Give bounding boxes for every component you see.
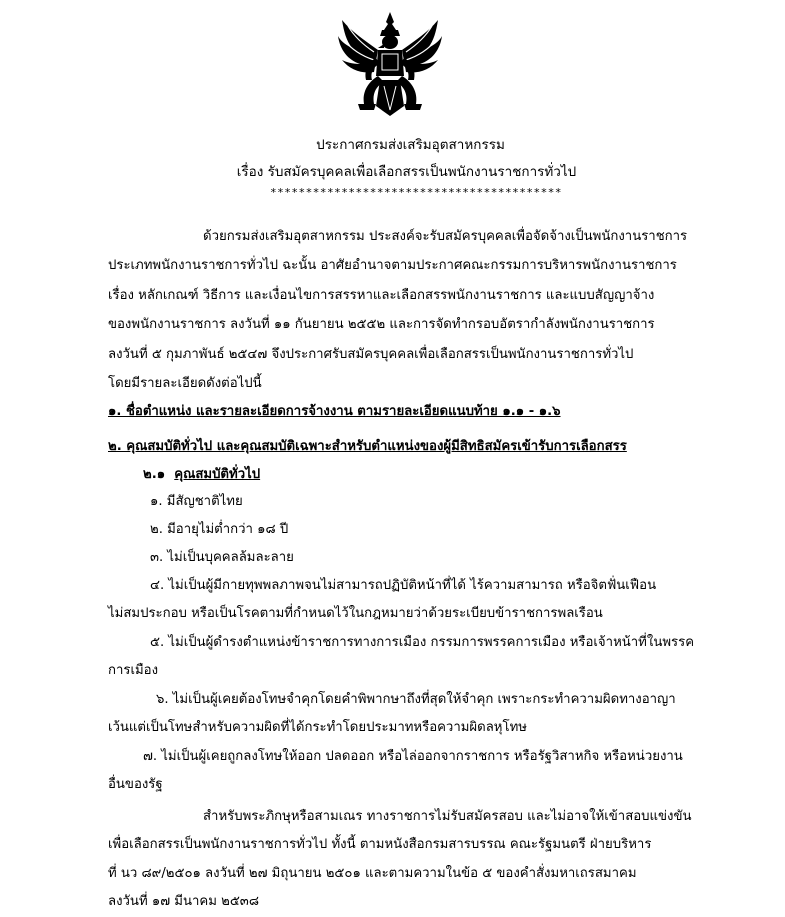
announcement-title: ประกาศกรมส่งเสริมอุตสาหกรรม — [316, 137, 505, 153]
monks-note-line: ลงวันที่ ๑๗ มีนาคม ๒๕๓๘ — [108, 894, 259, 910]
monks-note-line: เพื่อเลือกสรรเป็นพนักงานราชการทั่วไป ทั้งนี้ ตามหนังสือกรมสารบรรณ คณะรัฐมนตรี ฝ่ายบริหาร — [108, 837, 652, 853]
section-2-1-heading — [143, 463, 260, 484]
section-2-1-title: คุณสมบัติทั่วไป — [174, 467, 261, 482]
intro-line: ด้วยกรมส่งเสริมอุตสาหกรรม ประสงค์จะรับสมัครบุคคลเพื่อจัดจ้างเป็นพนักงานราชการ — [203, 229, 688, 244]
announcement-subject: เรื่อง รับสมัครบุคคลเพื่อเลือกสรรเป็นพนักงานราชการทั่วไป — [236, 164, 577, 180]
qualification-item: ๑. มีสัญชาติไทย — [150, 494, 243, 509]
section-2-1-number: ๒.๑ — [143, 467, 166, 482]
intro-paragraph — [108, 222, 704, 398]
qualification-item: ๗. ไม่เป็นผู้เคยถูกลงโทษให้ออก ปลดออก หรือไล่ออกจากราชการ หรือรัฐวิสาหกิจ หรือหน่วยงาน — [143, 749, 683, 764]
monks-note-paragraph — [108, 803, 704, 917]
qualification-continuation: เว้นแต่เป็นโทษสำหรับความผิดที่ได้กระทำโดยประมาทหรือความผิดลหุโทษ — [108, 720, 527, 735]
qualification-item: ๖. ไม่เป็นผู้เคยต้องโทษจำคุกโดยคำพิพากษาถึงที่สุดให้จำคุก เพราะกระทำความผิดทางอาญา — [156, 692, 676, 707]
monks-note-line: ที่ นว ๘๙/๒๕๐๑ ลงวันที่ ๒๗ มิถุนายน ๒๕๐๑ และตามความในข้อ ๕ ของคำสั่งมหาเถรสมาคม — [108, 865, 637, 881]
section-2-heading: ๒. คุณสมบัติทั่วไป และคุณสมบัติเฉพาะสำหรับตำแหน่งของผู้มีสิทธิสมัครเข้ารับการเลือกสรร — [108, 439, 627, 454]
intro-line: เรื่อง หลักเกณฑ์ วิธีการ และเงื่อนไขการสรรหาและเลือกสรรพนักงานราชการ และแบบสัญญาจ้าง — [108, 287, 655, 303]
intro-line: โดยมีรายละเอียดดังต่อไปนี้ — [108, 376, 262, 392]
separator-line: ***************************************** — [270, 186, 563, 199]
intro-line: ลงวันที่ ๕ กุมภาพันธ์ ๒๕๔๗ จึงประกาศรับสมัครบุคคลเพื่อเลือกสรรเป็นพนักงานราชการทั่วไป — [108, 346, 634, 362]
qualification-continuation: ไม่สมประกอบ หรือเป็นโรคตามที่กำหนดไว้ในกฎหมายว่าด้วยระเบียบข้าราชการพลเรือน — [108, 606, 603, 621]
monks-note-line: สำหรับพระภิกษุหรือสามเณร ทางราชการไม่รับสมัครสอบ และไม่อาจให้เข้าสอบแข่งขัน — [203, 809, 692, 824]
qualification-item: ๒. มีอายุไม่ต่ำกว่า ๑๘ ปี — [150, 522, 289, 537]
intro-line: ประเภทพนักงานราชการทั่วไป ฉะนั้น อาศัยอำนาจตามประกาศคณะกรรมการบริหารพนักงานราชการ — [108, 258, 677, 274]
qualification-item: ๔. ไม่เป็นผู้มีกายทุพพลภาพจนไม่สามารถปฏิบัติหน้าที่ได้ ไร้ความสามารถ หรือจิตฟั่นเฟือน — [150, 578, 657, 593]
garuda-emblem-icon — [334, 10, 446, 120]
qualification-continuation: อื่นของรัฐ — [108, 777, 163, 792]
intro-line: ของพนักงานราชการ ลงวันที่ ๑๑ กันยายน ๒๕๕๒ และการจัดทำกรอบอัตรากำลังพนักงานราชการ — [108, 317, 655, 333]
qualification-continuation: การเมือง — [108, 663, 159, 678]
qualification-item: ๓. ไม่เป็นบุคคลล้มละลาย — [150, 550, 294, 565]
qualification-item: ๕. ไม่เป็นผู้ดำรงตำแหน่งข้าราชการทางการเมือง กรรมการพรรคการเมือง หรือเจ้าหน้าที่ในพรรค — [150, 635, 695, 650]
section-1-heading: ๑. ชื่อตำแหน่ง และรายละเอียดการจ้างงาน ตามรายละเอียดแนบท้าย ๑.๑ - ๑.๖ — [108, 404, 561, 419]
